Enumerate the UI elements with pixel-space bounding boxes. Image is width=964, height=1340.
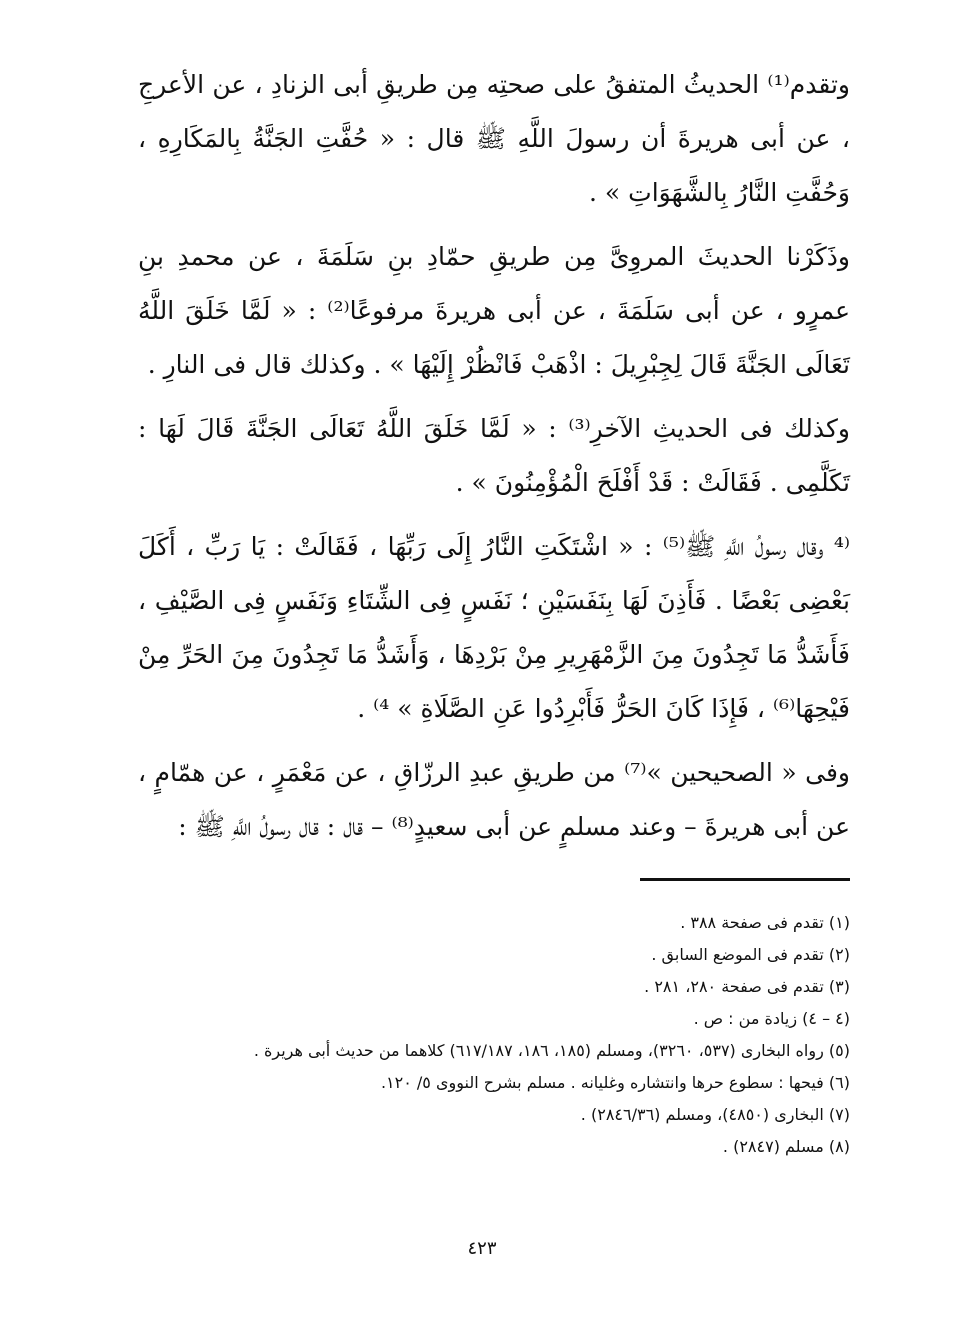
footnote-3: (٣) تقدم فى صفحة ٢٨٠، ٢٨١ . (644, 977, 850, 996)
paragraph-2: وذَكَرْنا الحديثَ المروِىَّ مِن طريقِ حمّادِ بنِ سَلَمَةَ ، عن محمدِ بنِ عمرٍو ، عن أبى سَلَمَةَ ، عن أبى هريرةَ مرفوعًا⁽²⁾ : « لَمَّا خَلَقَ اللَّهُ تَعَالَى الجَنَّةَ قَالَ لِجِبْرِيلَ : اذْهَبْ فَانْظُرْ إِلَيْهَا » . وكذلك قال فى النارِ . (138, 242, 851, 379)
footnote-5: (٥) رواه البخارى (٥٣٧، ٣٢٦٠)، ومسلم (١٨٥، ١٨٦، ٦١٧/١٨٧) كلاهما من حديث أبى هريرة . (253, 1041, 850, 1060)
paragraph-5: وفى « الصحيحين »⁽⁷⁾ من طريقِ عبدِ الرزّاقِ ، عن مَعْمَرٍ ، عن همّامٍ ، عن أبى هريرةَ – وعند مسلمٍ عن أبى سعيدٍ⁽⁸⁾ – قال : قال رسولُ اللَّهِ ﷺ : (138, 758, 850, 841)
footnotes (138, 907, 850, 1163)
footnote-2: (٢) تقدم فى الموضع السابق . (651, 945, 850, 964)
footnote-1: (١) تقدم فى صفحة ٣٨٨ . (680, 913, 850, 932)
footnote-4: (٤ – ٤) زيادة من : ص . (693, 1009, 850, 1028)
main-text (138, 58, 850, 864)
paragraph-4: ⁽⁴ وقال رسولُ اللَّهِ ﷺ⁽⁵⁾ : « اشْتَكَتِ النَّارُ إِلَى رَبِّهَا ، فَقَالَتْ : يَا رَبِّ ، أَكَلَ بَعْضِى بَعْضًا . فَأَذِنَ لَهَا بِنَفَسَيْنِ ؛ نَفَسٍ فِى الشِّتَاءِ وَنَفَسٍ فِى الصَّيْفِ ، فَأَشَدُّ مَا تَجِدُونَ مِنَ الزَّمْهَرِيرِ مِنْ بَرْدِهَا ، وَأَشَدُّ مَا تَجِدُونَ مِنَ الحَرِّ مِنْ فَيْحِهَا⁽⁶⁾ ، فَإِذَا كَانَ الحَرُّ فَأَبْرِدُوا عَنِ الصَّلَاةِ » ⁴⁾ . (138, 532, 850, 723)
footnote-7: (٧) البخارى (٤٨٥٠)، ومسلم (٢٨٤٦/٣٦) . (580, 1105, 850, 1124)
footnote-divider (640, 878, 850, 881)
footnote-6: (٦) فيحها : سطوع حرها وانتشاره وغليانه . مسلم بشرح النووى ٥/ ١٢٠. (380, 1073, 850, 1092)
page-number: ٤٢٣ (467, 1238, 497, 1259)
paragraph-3: وكذلك فى الحديثِ الآخرِ⁽³⁾ : « لَمَّا خَلَقَ اللَّهُ تَعَالَى الجَنَّةَ قَالَ لَهَا : تَكَلَّمِى . فَقَالَتْ : قَدْ أَفْلَحَ الْمُؤْمِنُونَ » . (138, 414, 850, 497)
paragraph-1: وتقدم⁽¹⁾ الحديثُ المتفقُ على صحتِه مِن طريقِ أبى الزنادِ ، عن الأعرجِ ، عن أبى هريرةَ أن رسولَ اللَّهِ ﷺ قال : « حُفَّتِ الجَنَّةُ بِالمَكَارِهِ ، وَحُفَّتِ النَّارُ بِالشَّهَوَاتِ » . (138, 70, 850, 207)
footnote-8: (٨) مسلم (٢٨٤٧) . (722, 1137, 850, 1156)
